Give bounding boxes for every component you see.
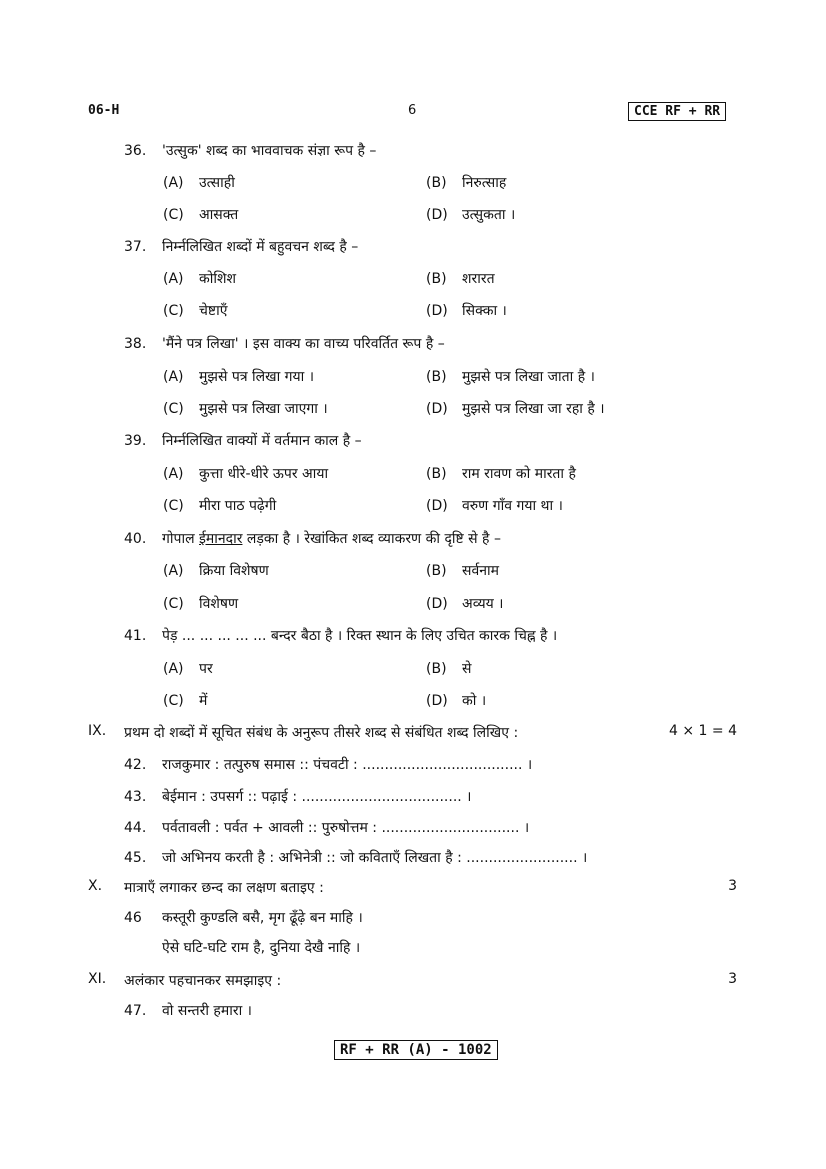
question-number: 38. [124, 336, 147, 352]
option-text: उत्साही [199, 175, 235, 191]
option-text: अव्यय । [462, 596, 504, 612]
footer-code-box: RF + RR (A) - 1002 [334, 1040, 498, 1060]
page-number: 6 [408, 103, 417, 118]
option-text: पर [199, 661, 213, 677]
question-text: जो अभिनय करती है : अभिनेत्री :: जो कविताएँ लिखता है : ......................... । [162, 850, 588, 866]
option-label: (D) [426, 207, 448, 223]
question-text: निर्म्नलिखित शब्दों में बहुवचन शब्द है – [162, 239, 359, 255]
option-label: (A) [163, 466, 184, 482]
question-number: 42. [124, 757, 147, 773]
option-label: (B) [426, 175, 447, 191]
option-label: (A) [163, 369, 184, 385]
option-text: को । [462, 693, 487, 709]
question-37 [124, 237, 358, 256]
underlined-word: ईमानदार [199, 531, 243, 547]
option-label: (D) [426, 693, 448, 709]
option-a [163, 561, 269, 580]
option-text: कोशिश [199, 271, 237, 287]
option-label: (B) [426, 466, 447, 482]
option-text: मुझसे पत्र लिखा जाता है । [462, 369, 595, 385]
question-text: बेईमान : उपसर्ग :: पढ़ाई : .................................... । [162, 789, 472, 805]
option-text: मुझसे पत्र लिखा जा रहा है । [462, 401, 605, 417]
question-number: 43. [124, 789, 147, 805]
question-text: वो सन्तरी हमारा । [162, 1003, 252, 1019]
option-text: सिक्का । [462, 303, 507, 319]
option-label: (C) [163, 596, 184, 612]
verse-line-2 [124, 938, 360, 957]
option-a [163, 269, 236, 288]
option-c [163, 691, 207, 710]
option-label: (C) [163, 693, 184, 709]
question-number: 45. [124, 850, 147, 866]
option-text: में [199, 693, 208, 709]
question-36 [124, 141, 376, 160]
option-label: (B) [426, 661, 447, 677]
section-marks: 4 × 1 = 4 [669, 723, 737, 739]
verse-line: ऐसे घटि-घटि राम है, दुनिया देखै नाहि । [162, 940, 361, 956]
section-marks: 3 [728, 971, 737, 987]
option-d [426, 496, 563, 515]
question-number: 44. [124, 820, 147, 836]
option-b [426, 173, 506, 192]
option-label: (A) [163, 175, 184, 191]
question-44 [124, 818, 529, 837]
option-c [163, 205, 238, 224]
option-label: (A) [163, 563, 184, 579]
question-number: 36. [124, 143, 147, 159]
option-d [426, 691, 486, 710]
option-b [426, 269, 495, 288]
option-a [163, 367, 314, 386]
option-label: (A) [163, 271, 184, 287]
question-43 [124, 787, 471, 806]
option-text: सर्वनाम [462, 563, 500, 579]
question-number: 41. [124, 628, 147, 644]
question-text: निर्म्नलिखित वाक्यों में वर्तमान काल है – [162, 433, 362, 449]
option-c [163, 301, 227, 320]
question-number: 37. [124, 239, 147, 255]
question-text: पेड़ ... ... ... ... ... बन्दर बैठा है । रिक्त स्थान के लिए उचित कारक चिह्न है । [162, 628, 558, 644]
option-d [426, 399, 605, 418]
option-c [163, 496, 276, 515]
option-b [426, 367, 595, 386]
option-a [163, 659, 213, 678]
question-text: पर्वतावली : पर्वत + आवली :: पुरुषोत्तम : ............................... । [162, 820, 530, 836]
section-instruction: मात्राएँ लगाकर छन्द का लक्षण बताइए : [124, 880, 324, 896]
question-text: 'मैंने पत्र लिखा' । इस वाक्य का वाच्य परिवर्तित रूप है – [162, 336, 445, 352]
option-label: (C) [163, 303, 184, 319]
question-40 [124, 529, 501, 548]
verse-line: कस्तूरी कुण्डलि बसै, मृग ढूँढ़े बन माहि । [162, 910, 363, 926]
question-text: राजकुमार : तत्पुरुष समास :: पंचवटी : .................................... । [162, 757, 533, 773]
option-text: मुझसे पत्र लिखा जाएगा । [199, 401, 328, 417]
section-number: XI. [88, 971, 107, 987]
option-text: मुझसे पत्र लिखा गया । [199, 369, 315, 385]
question-text: 'उत्सुक' शब्द का भाववाचक संज्ञा रूप है – [162, 143, 377, 159]
option-text: से [462, 661, 472, 677]
option-label: (D) [426, 303, 448, 319]
option-text: क्रिया विशेषण [199, 563, 269, 579]
question-38 [124, 334, 445, 353]
option-label: (C) [163, 207, 184, 223]
exam-code-box: CCE RF + RR [628, 102, 726, 121]
option-label: (B) [426, 563, 447, 579]
option-text: मीरा पाठ पढ़ेगी [199, 498, 277, 514]
question-number: 39. [124, 433, 147, 449]
question-39 [124, 431, 362, 450]
question-41 [124, 626, 557, 645]
option-label: (C) [163, 401, 184, 417]
section-instruction: अलंकार पहचानकर समझाइए : [124, 973, 282, 989]
option-text: वरुण गाँव गया था । [462, 498, 563, 514]
option-a [163, 173, 235, 192]
section-instruction: प्रथम दो शब्दों में सूचित संबंध के अनुरूप तीसरे शब्द से संबंधित शब्द लिखिए : [124, 725, 519, 741]
section-marks: 3 [728, 878, 737, 894]
paper-code: 06-H [88, 103, 120, 118]
option-d [426, 594, 503, 613]
section-number: IX. [88, 723, 107, 739]
question-45 [124, 848, 587, 867]
option-text: कुत्ता धीरे-धीरे ऊपर आया [199, 466, 329, 482]
question-number: 46 [124, 910, 142, 926]
option-text: विशेषण [199, 596, 239, 612]
option-label: (B) [426, 369, 447, 385]
option-label: (A) [163, 661, 184, 677]
option-b [426, 659, 471, 678]
section-number: X. [88, 878, 103, 894]
option-label: (D) [426, 596, 448, 612]
question-42 [124, 755, 532, 774]
question-number: 47. [124, 1003, 147, 1019]
question-47 [124, 1001, 252, 1020]
option-d [426, 205, 515, 224]
option-text: चेष्टाएँ [199, 303, 228, 319]
option-label: (D) [426, 498, 448, 514]
option-text: शरारत [462, 271, 495, 287]
option-a [163, 464, 328, 483]
option-b [426, 464, 576, 483]
option-label: (D) [426, 401, 448, 417]
option-text: राम रावण को मारता है [462, 466, 576, 482]
option-c [163, 399, 328, 418]
option-text: निरुत्साह [462, 175, 507, 191]
question-text: लड़का है । रेखांकित शब्द व्याकरण की दृष्टि से है – [242, 531, 501, 547]
option-text: उत्सुकता । [462, 207, 516, 223]
option-label: (B) [426, 271, 447, 287]
option-c [163, 594, 238, 613]
option-b [426, 561, 499, 580]
question-46 [124, 908, 363, 927]
question-text: गोपाल [162, 531, 200, 547]
option-d [426, 301, 507, 320]
question-number: 40. [124, 531, 147, 547]
option-label: (C) [163, 498, 184, 514]
option-text: आसक्त [199, 207, 239, 223]
